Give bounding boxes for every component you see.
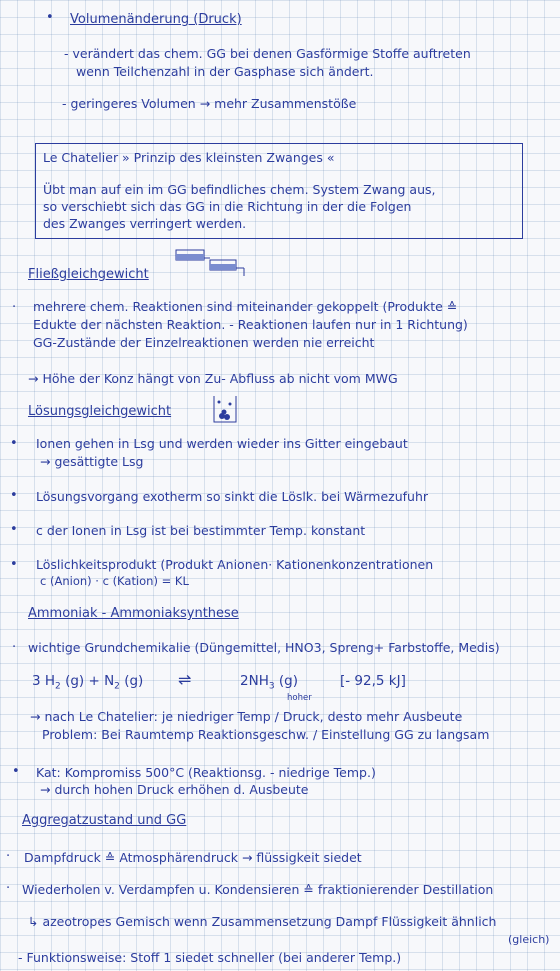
equation-left: 3 $H_2$ $(g) + N_2$ (g) (32, 673, 144, 692)
note-line: Problem: Bei Raumtemp Reaktionsgeschw. / Einstellung GG zu langsam (42, 727, 490, 742)
bullet-dot: • (10, 436, 18, 451)
equation-enthalpy: [- 92,5 kJ] (340, 673, 406, 689)
bullet-dot: • (10, 488, 18, 503)
note-line: Dampfdruck ≙ Atmosphärendruck → flüssigkeit siedet (24, 850, 362, 865)
note-line: wenn Teilchenzahl in der Gasphase sich ändert. (76, 64, 374, 79)
equation-arrow: ⇌ (178, 670, 192, 689)
bullet-dot: • (12, 764, 20, 779)
note-line: - verändert das chem. GG bei denen Gasförmige Stoffe auftreten (64, 46, 471, 61)
bullet-dot: • (10, 522, 18, 537)
equation-note: hoher (287, 693, 312, 703)
note-line: Edukte der nächsten Reaktion. - Reaktionen laufen nur in 1 Richtung) (33, 317, 468, 332)
section-heading-solution-equilibrium: Lösungsgleichgewicht (28, 404, 172, 419)
note-line: - geringeres Volumen → mehr Zusammenstöße (62, 96, 357, 111)
bullet-dot: · (6, 849, 11, 864)
section-heading-volume: Volumenänderung (Druck) (70, 12, 242, 27)
note-line: - Funktionsweise: Stoff 1 siedet schneller (bei anderer Temp.) (18, 950, 402, 965)
flow-diagram-sketch (172, 246, 262, 286)
bullet-dot: · (12, 300, 17, 315)
note-line: Wiederholen v. Verdampfen u. Kondensieren ≙ fraktionierender Destillation (22, 882, 494, 897)
note-line: GG-Zustände der Einzelreaktionen werden nie erreicht (33, 335, 375, 350)
box-title: Le Chatelier » Prinzip des kleinsten Zwanges « (43, 150, 335, 165)
bullet-dot: • (46, 10, 54, 25)
section-heading-flow-equilibrium: Fließgleichgewicht (28, 267, 149, 282)
note-line: → nach Le Chatelier: je niedriger Temp / Druck, desto mehr Ausbeute (30, 709, 463, 724)
bullet-dot: · (6, 881, 11, 896)
note-line: (gleich) (508, 933, 550, 946)
box-line: so verschiebt sich das GG in die Richtung in der die Folgen (43, 199, 412, 214)
bullet-dot: · (12, 640, 17, 655)
box-line: des Zwanges verringert werden. (43, 216, 247, 231)
note-line: Lösungsvorgang exotherm so sinkt die Löslk. bei Wärmezufuhr (36, 489, 429, 504)
equation-right: $2NH_3$ (g) (240, 673, 298, 692)
note-line: c der Ionen in Lsg ist bei bestimmter Temp. konstant (36, 523, 366, 538)
note-line: ↳ azeotropes Gemisch wenn Zusammensetzung Dampf Flüssigkeit ähnlich (28, 914, 497, 929)
note-line: c (Anion) · c (Kation) = KL (40, 574, 189, 588)
section-heading-aggregate-state: Aggregatzustand und GG (22, 813, 187, 828)
note-line: → gesättigte Lsg (40, 454, 144, 469)
section-heading-ammonia: Ammoniak - Ammoniaksynthese (28, 606, 239, 621)
note-line: Ionen gehen in Lsg und werden wieder ins Gitter eingebaut (36, 436, 408, 451)
note-line: Löslichkeitsprodukt (Produkt Anionen· Kationenkonzentrationen (36, 557, 434, 572)
note-line: → durch hohen Druck erhöhen d. Ausbeute (40, 782, 309, 797)
note-line: wichtige Grundchemikalie (Düngemittel, HNO3, Spreng+ Farbstoffe, Medis) (28, 640, 500, 655)
beaker-sketch (210, 394, 240, 426)
box-line: Übt man auf ein im GG befindliches chem. System Zwang aus, (43, 182, 436, 197)
note-line: → Höhe der Konz hängt von Zu- Abfluss ab nicht vom MWG (28, 371, 398, 386)
bullet-dot: • (10, 557, 18, 572)
note-line: Kat: Kompromiss 500°C (Reaktionsg. - niedrige Temp.) (36, 765, 376, 780)
note-line: mehrere chem. Reaktionen sind miteinander gekoppelt (Produkte ≙ (33, 299, 458, 314)
